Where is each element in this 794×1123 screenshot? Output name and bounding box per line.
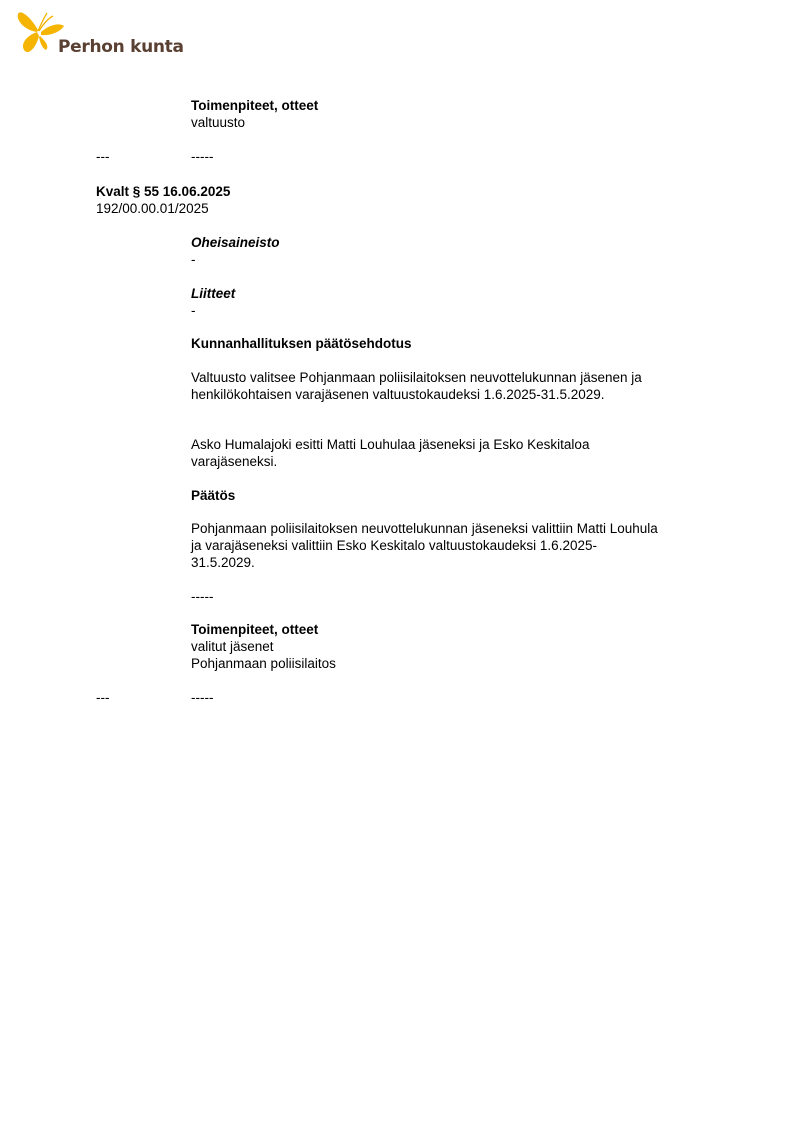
decision-heading: Päätös [191,488,236,503]
proposal-line: Valtuusto valitsee Pohjanmaan poliisilaitoksen neuvottelukunnan jäsenen ja [191,370,642,385]
previous-recipient: valtuusto [191,115,246,130]
item-title: Kvalt § 55 16.06.2025 [96,184,231,199]
item-dnro: 192/00.00.01/2025 [96,201,209,216]
separator-right: ----- [191,690,214,705]
discussion-line: Asko Humalajoki esitti Matti Louhulaa jäseneksi ja Esko Keskitaloa [191,437,590,452]
proposal-heading: Kunnanhallituksen päätösehdotus [191,336,412,351]
separator-right: ----- [191,149,214,164]
separator-left: --- [96,149,110,164]
decision-line: Pohjanmaan poliisilaitoksen neuvottelukunnan jäseneksi valittiin Matti Louhula [191,521,658,536]
actions-heading: Toimenpiteet, otteet [191,622,319,637]
appendices-heading: Liitteet [191,286,236,301]
decision-line: 31.5.2029. [191,555,255,570]
recipient: Pohjanmaan poliisilaitos [191,656,336,671]
municipality-logo [16,10,186,60]
discussion-line: varajäseneksi. [191,454,278,469]
inner-separator: ----- [191,589,214,604]
previous-actions-heading: Toimenpiteet, otteet [191,98,319,113]
appendices-value: - [191,303,196,318]
proposal-line: henkilökohtaisen varajäsenen valtuustokaudeksi 1.6.2025-31.5.2029. [191,387,605,402]
logo-text: Perhon kunta [58,37,184,57]
recipient: valitut jäsenet [191,639,274,654]
separator-left: --- [96,690,110,705]
decision-line: ja varajäseneksi valittiin Esko Keskitalo valtuustokaudeksi 1.6.2025- [191,538,597,553]
attachment-material-heading: Oheisaineisto [191,235,280,250]
attachment-material-value: - [191,252,196,267]
